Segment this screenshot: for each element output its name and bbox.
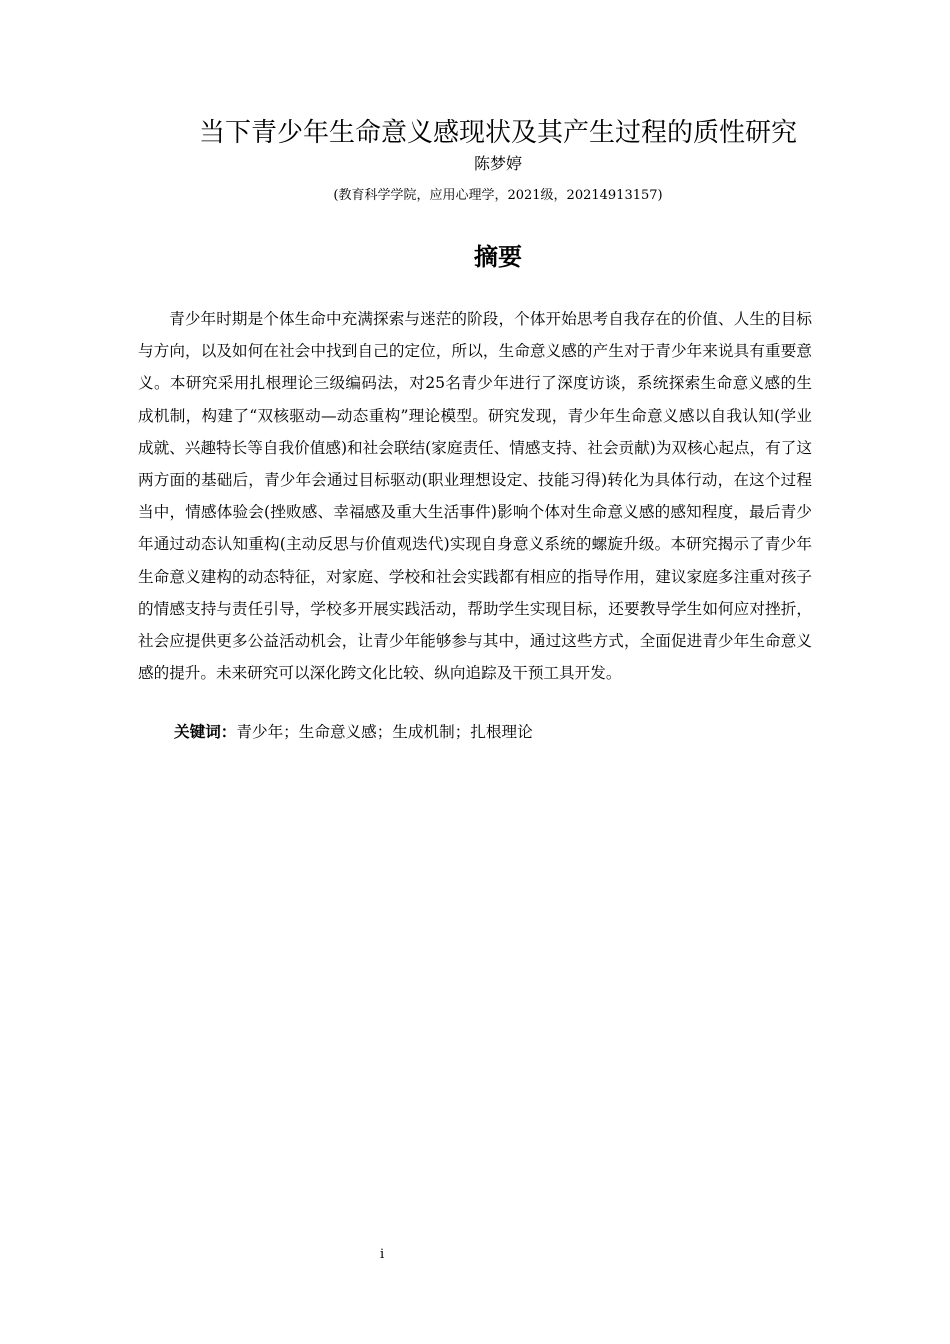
page-number: i	[380, 1247, 385, 1262]
author-name: 陈梦婷	[473, 154, 522, 173]
abstract-body: 青少年时期是个体生命中充满探索与迷茫的阶段，个体开始思考自我存在的价值、人生的目标与方向，以及如何在社会中找到自己的定位，所以，生命意义感的产生对于青少年来说具有重要意义。本研究采用扎根理论三级编码法，对25名青少年进行了深度访谈，系统探索生命意义感的生成机制，构建了“双核驱动—动态重构”理论模型。研究发现，青少年生命意义感以自我认知(学业成就、兴趣特长等自我价值感)和社会联结(家庭责任、情感支持、社会贡献)为双核心起点，有了这两方面的基础后，青少年会通过目标驱动(职业理想设定、技能习得)转化为具体行动，在这个过程当中，情感体验会(挫败感、幸福感及重大生活事件)影响个体对生命意义感的感知程度，最后青少年通过动态认知重构(主动反思与价值观迭代)实现自身意义系统的螺旋升级。本研究揭示了青少年生命意义建构的动态特征，对家庭、学校和社会实践都有相应的指导作用，建议家庭多注重对孩子的情感支持与责任引导，学校多开展实践活动，帮助学生实现目标，还要教导学生如何应对挫折，社会应提供更多公益活动机会，让青少年能够参与其中，通过这些方式，全面促进青少年生命意义感的提升。未来研究可以深化跨文化比较、纵向追踪及干预工具开发。	[138, 310, 812, 683]
keywords-value: 青少年；生命意义感；生成机制；扎根理论	[236, 723, 533, 741]
abstract-heading: 摘要	[474, 243, 522, 271]
keywords-label: 关键词：	[174, 723, 237, 741]
author-affiliation: (教育科学学院，应用心理学，2021级，20214913157)	[333, 188, 663, 203]
keywords-line	[174, 718, 533, 746]
paper-title: 当下青少年生命意义感现状及其产生过程的质性研究	[198, 118, 797, 148]
